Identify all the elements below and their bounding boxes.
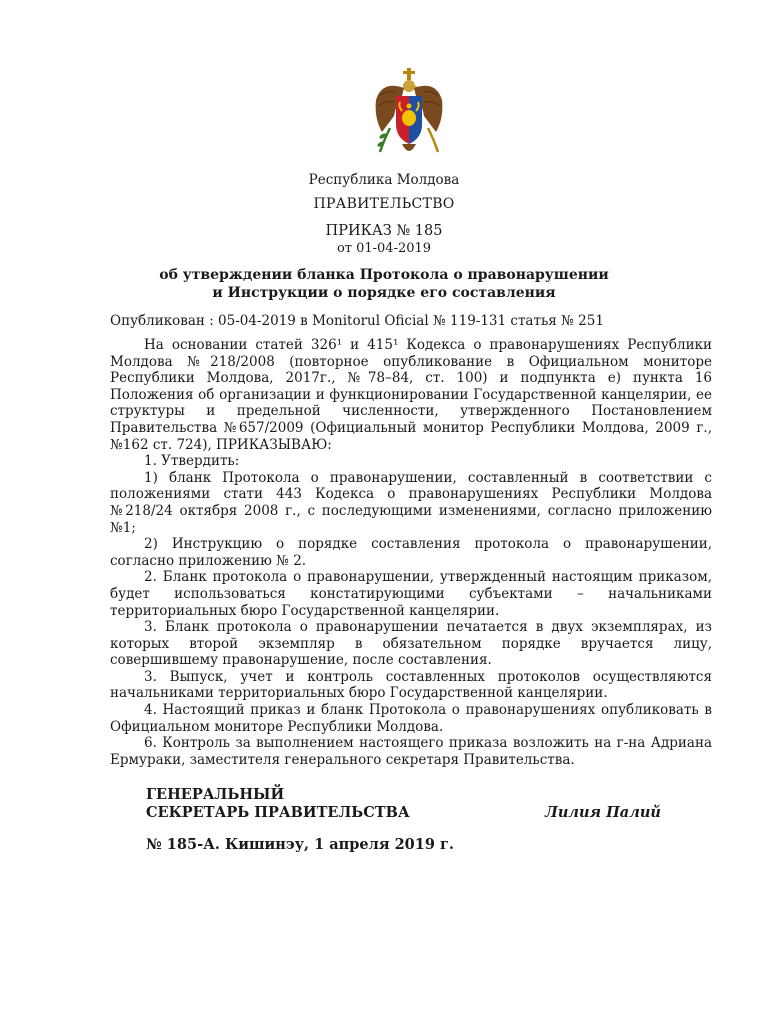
government-heading: ПРАВИТЕЛЬСТВО — [313, 196, 455, 212]
country-name: Республика Молдова — [308, 172, 460, 188]
paragraph-point-2: 2. Бланк протокола о правонарушении, утвержденный настоящим приказом, будет использоваться констатирующими субъектами – начальниками территориальных бюро Государственной канцелярии. — [110, 569, 712, 619]
publication-info: Опубликован : 05-04-2019 в Monitorul Oficial № 119-131 статья № 251 — [110, 313, 604, 329]
order-number: ПРИКАЗ № 185 — [325, 223, 443, 239]
document-reference: № 185-А. Кишинэу, 1 апреля 2019 г. — [146, 836, 454, 853]
signatory-name: Лилия Палий — [545, 804, 661, 821]
paragraph-item-1: 1) бланк Протокола о правонарушении, составленный в соответствии с положениями стати 443 Кодекса о правонарушениях Республики Молдова №218/24 октября 2008 г., с последующими изменениями, согласно приложению №1; — [110, 469, 712, 536]
signature-title-line-2: СЕКРЕТАРЬ ПРАВИТЕЛЬСТВА — [146, 804, 410, 821]
order-body — [110, 337, 712, 768]
paragraph-point-3a: 3. Бланк протокола о правонарушении печатается в двух экземплярах, из которых второй экземпляр в обязательном порядке вручается лицу, совершившему правонарушение, после составления. — [110, 619, 712, 669]
subject-line-1: об утверждении бланка Протокола о правонарушении — [159, 267, 609, 283]
paragraph-point-6: 6. Контроль за выполнением настоящего приказа возложить на г-на Адриана Ермураки, заместителя генерального секретаря Правительства. — [110, 735, 712, 768]
signature-title-line-1: ГЕНЕРАЛЬНЫЙ — [146, 786, 285, 803]
paragraph-point-3b: 3. Выпуск, учет и контроль составленных протоколов осуществляются начальниками территориальных бюро Государственной канцелярии. — [110, 668, 712, 702]
moldova-coat-of-arms-icon — [368, 66, 450, 164]
paragraph-approve: 1. Утвердить: — [144, 453, 240, 470]
paragraph-point-4: 4. Настоящий приказ и бланк Протокола о правонарушениях опубликовать в Официальном мониторе Республики Молдова. — [110, 702, 712, 735]
order-date: от 01-04-2019 — [336, 241, 432, 256]
paragraph-item-2: 2) Инструкцию о порядке составления протокола о правонарушении, согласно приложению № 2. — [110, 536, 712, 569]
order-subject — [0, 266, 768, 302]
paragraph-preamble: На основании статей 326¹ и 415¹ Кодекса о правонарушениях Республики Молдова №218/2008 (повторное опубликование в Официальном мониторе Республики Молдова, 2017г., №78–84, ст. 100) и подпункта е) пункта 16 Положения об организации и функционировании Государственной канцелярии, ее структуры и предельной численности, утвержденного Постановлением Правительства №657/2009 (Официальный монитор Республики Молдова, 2009 г., №162 ст. 724), ПРИКАЗЫВАЮ: — [110, 337, 712, 453]
subject-line-2: и Инструкции о порядке его составления — [212, 285, 556, 301]
